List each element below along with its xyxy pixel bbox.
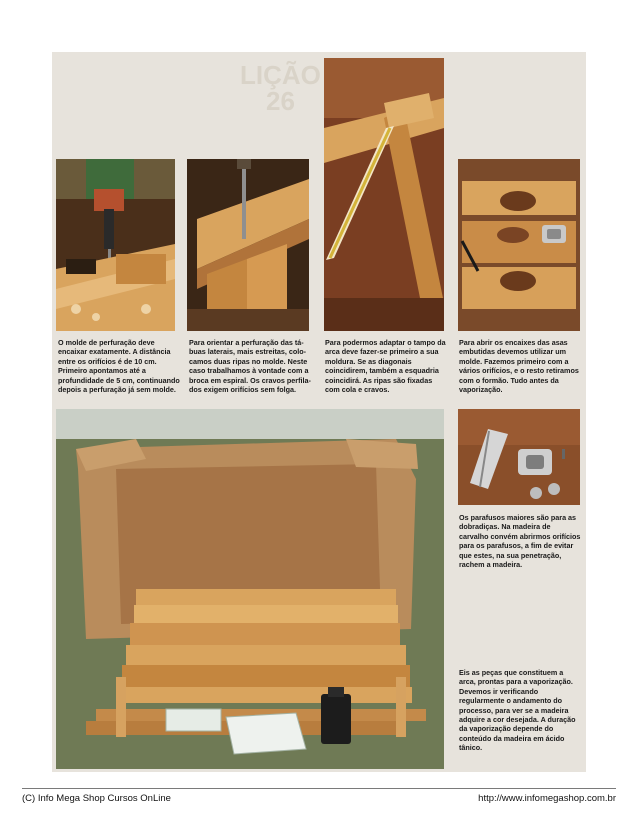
photo-drilling-template — [56, 159, 175, 331]
photo-frame-diagonal — [324, 58, 444, 331]
caption-drilling-template: O molde de perfuração deve encaixar exatamente. A distância entre os orifícios é de 10 cm. Primeiro apontamos até a profundidade de 5 cm, continuando depois a perfuração já sem molde. — [58, 338, 180, 395]
footer-divider — [22, 788, 616, 789]
magazine-page — [52, 52, 586, 772]
photo-hinges-screws — [458, 409, 580, 505]
footer-url-link[interactable]: http://www.infomegashop.com.br — [478, 793, 616, 804]
caption-handle-recesses: Para abrir os encaixes das asas embutidas devemos utilizar um molde. Fazemos primeiro com a vários orifícios, e o resto retiramos com o formão. Tudo antes da vaporização. — [459, 338, 579, 395]
photo-chest-parts — [56, 409, 444, 769]
caption-spiral-drill: Para orientar a perfuração das tá- buas laterais, mais estreitas, colo- camos duas ripas no molde. Neste caso trabalhamos à vontade com a broca em espiral. Os cravos perfila- dos exigem orifícios sem folga. — [189, 338, 311, 395]
photo-handle-recesses — [458, 159, 580, 331]
footer-copyright: (C) Info Mega Shop Cursos OnLine — [22, 793, 171, 804]
caption-hinges-screws: Os parafusos maiores são para as dobradiças. Na madeira de carvalho convém abrirmos orifícios para os parafusos, a fim de evitar que estes, na sua penetração, rachem a madeira. — [459, 513, 581, 570]
lesson-number: 26 — [265, 86, 295, 116]
photo-spiral-drill — [187, 159, 309, 331]
caption-frame-diagonal: Para podermos adaptar o tampo da arca deve fazer-se primeiro a sua moldura. Se as diagonais coincidirem, também a esquadria coincidirá. As ripas são fixadas com cola e cravos. — [325, 338, 446, 395]
lesson-word: LIÇÃO — [240, 60, 321, 90]
lesson-watermark — [240, 62, 321, 114]
caption-chest-parts: Eis as peças que constituem a arca, prontas para a vaporização. Devemos ir verificando regularmente o andamento do processo, para ver se a madeira adquire a cor desejada. A duração da vaporização depende do conteúdo da madeira em ácido tânico. — [459, 668, 576, 753]
